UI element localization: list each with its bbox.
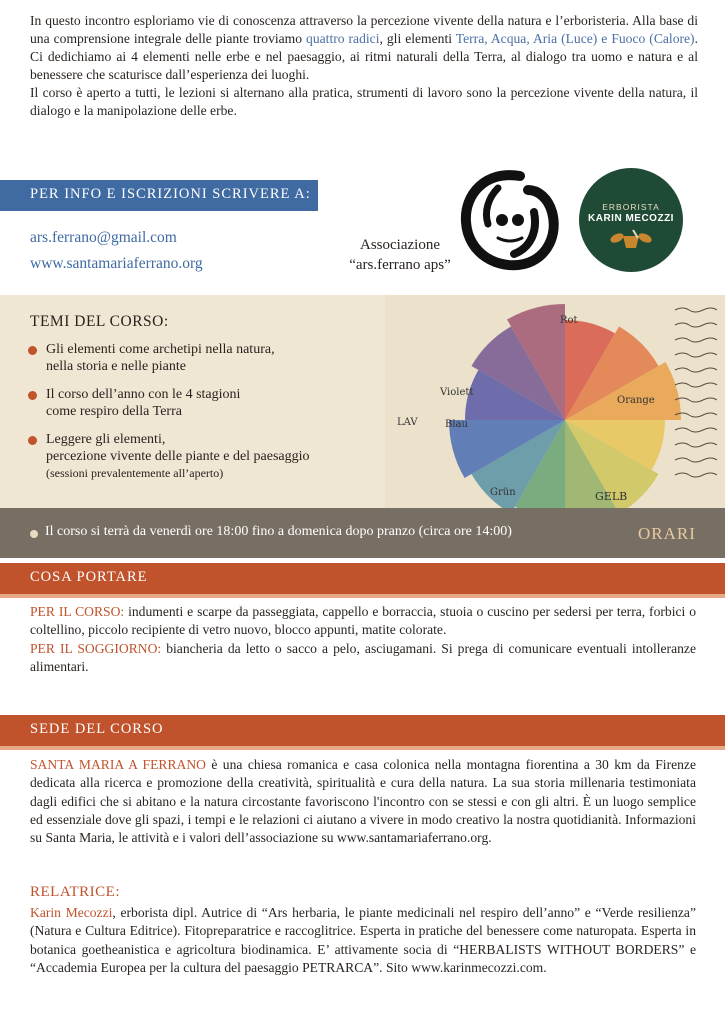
- orari-bar: [0, 508, 725, 558]
- sede-header: SEDE DEL CORSO: [0, 715, 725, 746]
- temi-title: TEMI DEL CORSO:: [30, 313, 169, 330]
- wheel-label-gruen: Grün: [490, 487, 516, 498]
- relatrice-text: Karin Mecozzi, erborista dipl. Autrice di “Ars herbaria, le piante medicinali nel respiro dell’anno” e “Verde resilienza” (Natura e Cultura Editrice). Fitopreparatrice e raccoglitrice. Esperta in pratiche del benessere come naturopata. Esperta in botanica goetheanistica e agricoltura biodinamica. E’ attivamente socia di “HERBALISTS WITHOUT BORDERS” e “Accademia Europea per la cultura del paesaggio PETRARCA”. Sito www.karinmecozzi.com.: [30, 905, 696, 975]
- temi-list: [28, 341, 408, 493]
- orari-label: ORARI: [638, 524, 696, 543]
- sede-text: SANTA MARIA A FERRANO è una chiesa romanica e casa colonica nella montagna fiorentina a 30 km da Firenze dedicata alla ricerca e promozione della creatività, spiritualità e cura della natura. La sua storia millenaria testimoniata dagli edifici che si abitano e la natura circostante favoriscono l'incontro con se stessi e con gli altri. È un luogo semplice ed essenziale dove gli spazi, i tempi e le relazioni ci aiutano a vivere in modo creativo la nostra quotidianità. Informazioni su Santa Maria, le attività e i valori dell’associazione su www.santamariaferrano.org.: [30, 757, 696, 846]
- list-item: Il corso dell’anno con le 4 stagioni come respiro della Terra: [28, 386, 408, 420]
- bullet-dot: [30, 530, 38, 538]
- bullet-dot: [28, 346, 37, 355]
- highlight-elements: Terra, Acqua, Aria (Luce) e Fuoco (Calore): [455, 31, 695, 46]
- relatrice-name: Karin Mecozzi: [30, 905, 113, 920]
- association-label: Associazione “ars.ferrano aps”: [349, 237, 451, 273]
- orari-text: Il corso si terrà da venerdì ore 18:00 fino a domenica dopo pranzo (circa ore 14:00): [45, 524, 512, 539]
- temi-note: (sessioni prevalentemente all’aperto): [46, 466, 224, 480]
- list-item: Gli elementi come archetipi nella natura, nella storia e nelle piante: [28, 341, 408, 375]
- corso-label: PER IL CORSO:: [30, 604, 125, 619]
- wheel-label-blau: Blau: [445, 419, 468, 430]
- wheel-label-violett: Violett: [440, 387, 474, 398]
- list-item: Leggere gli elementi, percezione vivente delle piante e del paesaggio (sessioni prevalentemente all’aperto): [28, 431, 408, 482]
- cosa-portare-text: PER IL CORSO: indumenti e scarpe da passeggiata, cappello e borraccia, stuoia o cuscino per sedersi per terra, forbici o coltellino, piccolo recipiente di vetro nuovo, blocco appunti, matite colorate. PER IL SOGGIORNO: biancheria da letto o sacco a pelo, asciugamani. Si prega di comunicare eventuali intolleranze alimentari.: [30, 604, 696, 674]
- cosa-portare-header: COSA PORTARE: [0, 563, 725, 594]
- intro-paragraph-1: In questo incontro esploriamo vie di conoscenza attraverso la percezione vivente della natura e l’erboristeria. Alla base di una comprensione integrale delle piante troviamo quattro radici, gli elementi Terra, Acqua, Aria (Luce) e Fuoco (Calore). Ci dedichiamo ai 4 elementi nelle erbe e nel paesaggio, ai ritmi naturali della Terra, al dialogo tra uomo e natura e al benessere che scaturisce dall’esperienza dei luoghi.: [30, 13, 698, 82]
- relatrice-title: RELATRICE:: [30, 884, 120, 900]
- soggiorno-label: PER IL SOGGIORNO:: [30, 640, 162, 656]
- sede-name: SANTA MARIA A FERRANO: [30, 757, 206, 772]
- enso-face-icon: [458, 168, 560, 274]
- website-link[interactable]: www.santamariaferrano.org: [30, 255, 203, 272]
- info-header: PER INFO E ISCRIZIONI SCRIVERE A:: [0, 180, 318, 211]
- wheel-label-lav: LAV: [397, 417, 418, 428]
- email-link[interactable]: ars.ferrano@gmail.com: [30, 229, 177, 246]
- wheel-label-rot: Rot: [560, 315, 578, 326]
- herbalist-logo: ERBORISTA KARIN MECOZZI: [579, 168, 683, 272]
- mortar-leaves-icon: [607, 226, 655, 252]
- bullet-dot: [28, 436, 37, 445]
- bullet-dot: [28, 391, 37, 400]
- intro-paragraph-2: Il corso è aperto a tutti, le lezioni si alternano alla pratica, strumenti di lavoro sono la percezione vivente della natura, il dialogo e la manipolazione delle erbe.: [30, 85, 698, 118]
- highlight-quattro-radici: quattro radici: [306, 31, 380, 46]
- wheel-label-gelb: GELB: [595, 490, 628, 503]
- wheel-label-orange: Orange: [617, 395, 655, 406]
- color-wheel-illustration: [385, 295, 725, 508]
- intro-text: [30, 12, 698, 120]
